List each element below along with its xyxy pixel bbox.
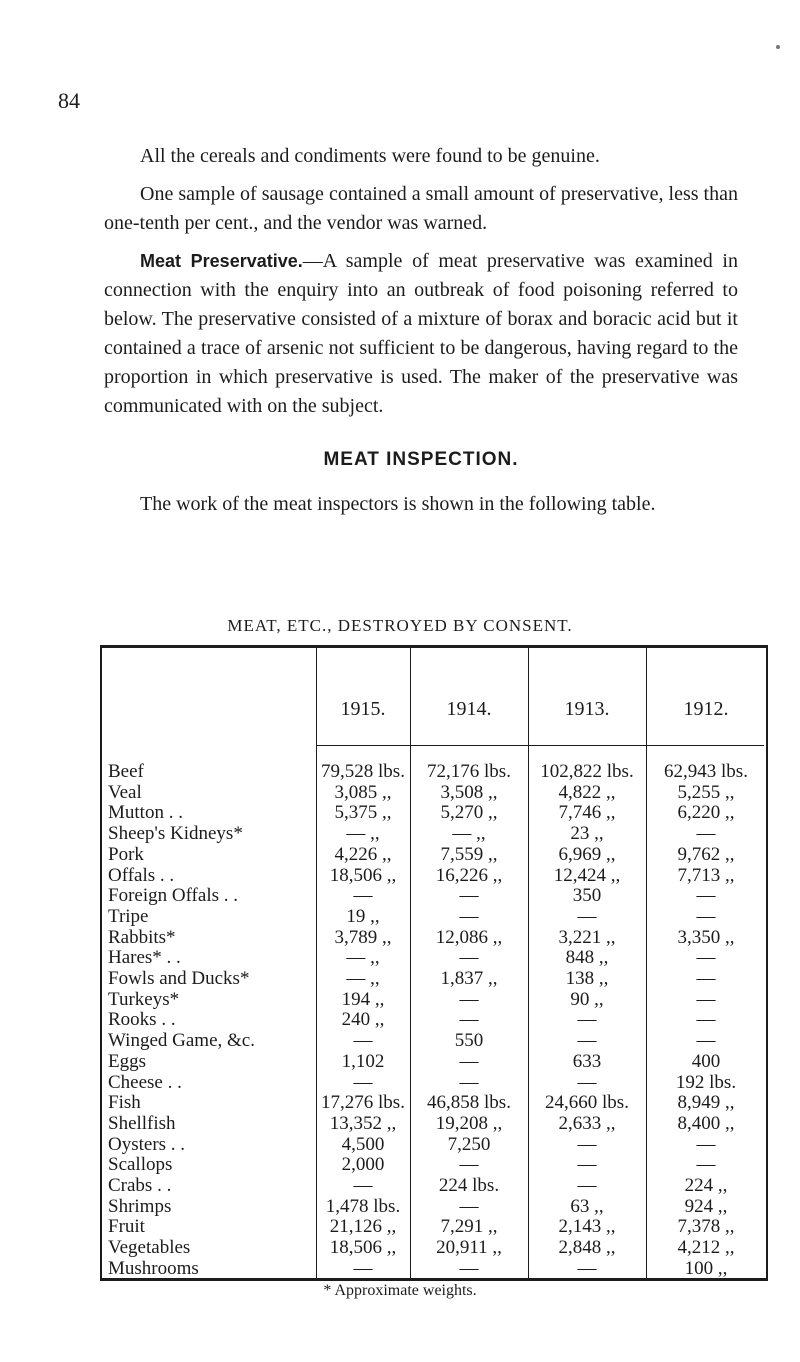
row-label: Mutton . . — [108, 802, 183, 824]
row-value-1914: 7,250 — [447, 1133, 491, 1155]
row-value-1913: 4,822 ,, — [558, 781, 616, 803]
row-label: Rabbits* — [108, 926, 176, 948]
row-label: Eggs — [108, 1050, 146, 1072]
ink-speck — [776, 45, 780, 49]
row-value-1913: 12,424 ,, — [553, 864, 621, 886]
row-value-1914: — — [459, 1050, 479, 1072]
table-row — [102, 927, 766, 949]
row-value-1913: 90 ,, — [570, 988, 604, 1010]
row-value-1915: 18,506 ,, — [329, 1237, 397, 1259]
row-value-1912: 4,212 ,, — [677, 1237, 735, 1259]
paragraph-meat-preservative-body: —A sample of meat preservative was examined in connection with the enquiry into an outbreak of food poisoning referred to below. The preservative consisted of a mixture of borax and boracic acid but it contained a trace of arsenic not sufficient to be dangerous, having regard to the proportion in which preservative is used. The maker of the preservative was communicated with on the subject. — [104, 250, 738, 417]
row-label: Crabs . . — [108, 1175, 172, 1196]
row-value-1912: 62,943 lbs. — [664, 761, 748, 782]
row-value-1912: 3,350 ,, — [677, 926, 735, 948]
row-value-1915: 17,276 lbs. — [321, 1092, 405, 1114]
table-caption: MEAT, ETC., DESTROYED BY CONSENT. — [227, 616, 573, 635]
row-value-1915: 4,500 — [341, 1133, 385, 1155]
row-value-1912: 400 — [691, 1050, 721, 1072]
row-value-1914: 7,291 ,, — [440, 1216, 498, 1238]
table-row — [102, 906, 766, 928]
table-row — [102, 1051, 766, 1073]
table-row — [102, 1113, 766, 1135]
page-number: 84 — [58, 88, 80, 113]
row-value-1912: — — [696, 885, 716, 907]
row-label: Tripe — [108, 905, 149, 927]
row-value-1912: 924 ,, — [684, 1195, 728, 1217]
row-value-1915: — — [353, 885, 373, 907]
row-value-1914: — — [459, 885, 479, 907]
row-value-1915: 3,789 ,, — [334, 926, 392, 948]
row-value-1915: 4,226 ,, — [334, 843, 392, 865]
table-header-rule-left — [316, 745, 410, 746]
row-value-1912: 7,713 ,, — [677, 864, 735, 886]
row-value-1913: 2,633 ,, — [558, 1112, 616, 1134]
row-value-1915: 79,528 lbs. — [321, 761, 405, 782]
row-value-1915: — ,, — [346, 947, 380, 969]
row-label: Winged Game, &c. — [108, 1030, 255, 1052]
row-value-1914: 7,559 ,, — [440, 843, 498, 865]
row-label: Fruit — [108, 1216, 145, 1238]
table-row — [102, 1216, 766, 1238]
row-value-1915: 2,000 — [341, 1154, 385, 1176]
column-header-1913: 1913. — [564, 698, 610, 720]
row-value-1913: 633 — [572, 1050, 602, 1072]
row-value-1915: 19 ,, — [346, 905, 380, 927]
row-value-1913: 3,221 ,, — [558, 926, 616, 948]
row-value-1915: 21,126 ,, — [329, 1216, 397, 1238]
row-value-1914: 5,270 ,, — [440, 802, 498, 824]
body-text — [104, 142, 738, 528]
row-value-1914: 224 lbs. — [438, 1175, 500, 1196]
row-value-1915: — — [353, 1257, 373, 1279]
table-row — [102, 1030, 766, 1052]
row-value-1913: 350 — [572, 885, 602, 907]
paragraph-meat-preservative — [104, 247, 738, 421]
row-value-1913: 24,660 lbs. — [545, 1092, 629, 1114]
row-value-1912: 100 ,, — [684, 1257, 728, 1279]
row-value-1912: 9,762 ,, — [677, 843, 735, 865]
row-value-1915: 5,375 ,, — [334, 802, 392, 824]
row-value-1913: 102,822 lbs. — [540, 761, 634, 782]
table-row — [102, 1196, 766, 1218]
table-row — [102, 1154, 766, 1176]
row-label: Mushrooms — [108, 1257, 199, 1279]
row-value-1914: 3,508 ,, — [440, 781, 498, 803]
row-value-1915: — — [353, 1175, 373, 1196]
row-label: Offals . . — [108, 864, 175, 886]
table-row — [102, 1175, 766, 1197]
table-row — [102, 885, 766, 907]
paragraph-sausage: One sample of sausage contained a small amount of preservative, less than one-tenth per cent., and the vendor was warned. — [104, 183, 738, 234]
row-value-1914: 19,208 ,, — [435, 1112, 503, 1134]
row-value-1913: — — [577, 1175, 597, 1196]
row-label: Fish — [108, 1092, 141, 1114]
row-label: Pork — [108, 843, 144, 865]
row-value-1914: 550 — [454, 1030, 484, 1052]
row-value-1915: 1,478 lbs. — [325, 1195, 401, 1217]
row-value-1915: — ,, — [346, 823, 380, 845]
row-label: Scallops — [108, 1154, 173, 1176]
row-value-1915: — — [353, 1071, 373, 1093]
row-label: Rooks . . — [108, 1009, 176, 1031]
column-header-1914: 1914. — [446, 698, 492, 720]
row-value-1913: — — [577, 905, 597, 927]
row-value-1914: — — [459, 1154, 479, 1176]
table-row — [102, 1258, 766, 1280]
row-value-1913: — — [577, 1154, 597, 1176]
table-footnote: * Approximate weights. — [323, 1282, 477, 1299]
section-heading: MEAT INSPECTION. — [323, 449, 519, 470]
row-value-1912: — — [696, 905, 716, 927]
row-value-1913: 7,746 ,, — [558, 802, 616, 824]
row-label: Sheep's Kidneys* — [108, 823, 243, 845]
table-row — [102, 1072, 766, 1094]
row-value-1913: — — [577, 1071, 597, 1093]
row-label: Vegetables — [108, 1237, 191, 1259]
row-value-1915: 1,102 — [341, 1050, 385, 1072]
table-row — [102, 782, 766, 804]
row-label: Shrimps — [108, 1195, 172, 1217]
row-value-1914: — — [459, 1071, 479, 1093]
row-value-1913: 23 ,, — [570, 823, 604, 845]
row-value-1912: — — [696, 988, 716, 1010]
table-row — [102, 844, 766, 866]
paragraph-cereals: All the cereals and condiments were found to be genuine. — [140, 145, 600, 167]
runin-heading-meat-preservative: Meat Preservative. — [140, 251, 303, 271]
row-label: Oysters . . — [108, 1133, 186, 1155]
row-value-1912: 6,220 ,, — [677, 802, 735, 824]
row-value-1914: — — [459, 1195, 479, 1217]
row-value-1914: 16,226 ,, — [435, 864, 503, 886]
row-value-1913: — — [577, 1030, 597, 1052]
row-value-1915: — — [353, 1030, 373, 1052]
row-value-1914: — — [459, 988, 479, 1010]
row-value-1915: 194 ,, — [341, 988, 385, 1010]
row-value-1912: 7,378 ,, — [677, 1216, 735, 1238]
row-label: Cheese . . — [108, 1071, 182, 1093]
row-label: Veal — [108, 781, 142, 803]
row-label: Shellfish — [108, 1112, 176, 1134]
row-label: Fowls and Ducks* — [108, 968, 250, 989]
row-value-1912: 8,400 ,, — [677, 1112, 735, 1134]
row-value-1914: 20,911 ,, — [436, 1237, 502, 1259]
row-value-1913: — — [577, 1257, 597, 1279]
table-row — [102, 802, 766, 824]
table-right-border — [766, 645, 768, 1281]
row-label: Foreign Offals . . — [108, 885, 238, 907]
table-row — [102, 947, 766, 969]
table-row — [102, 989, 766, 1011]
row-value-1915: 240 ,, — [341, 1009, 385, 1031]
column-header-1915: 1915. — [340, 698, 386, 720]
row-value-1914: — — [459, 905, 479, 927]
row-value-1912: — — [696, 1133, 716, 1155]
row-value-1913: 6,969 ,, — [558, 843, 616, 865]
row-value-1912: — — [696, 1154, 716, 1176]
row-value-1913: 63 ,, — [570, 1195, 604, 1217]
row-value-1913: 2,143 ,, — [558, 1216, 616, 1238]
row-value-1913: — — [577, 1009, 597, 1031]
row-value-1914: — — [459, 1009, 479, 1031]
table-row — [102, 1009, 766, 1031]
row-value-1913: — — [577, 1133, 597, 1155]
column-header-1912: 1912. — [683, 698, 729, 720]
table-header-rule — [410, 745, 764, 746]
row-value-1912: — — [696, 1009, 716, 1031]
row-value-1915: — ,, — [346, 968, 380, 989]
table-row — [102, 1092, 766, 1114]
row-label: Hares* . . — [108, 947, 181, 969]
row-value-1913: 848 ,, — [565, 947, 609, 969]
paragraph-meat-inspectors: The work of the meat inspectors is shown in the following table. — [140, 493, 656, 515]
row-value-1913: 2,848 ,, — [558, 1237, 616, 1259]
row-value-1912: — — [696, 947, 716, 969]
row-value-1912: — — [696, 968, 716, 989]
row-value-1914: 1,837 ,, — [440, 968, 498, 989]
row-label: Turkeys* — [108, 988, 180, 1010]
row-value-1914: — — [459, 947, 479, 969]
table-row — [102, 1134, 766, 1156]
row-value-1915: 13,352 ,, — [329, 1112, 397, 1134]
row-value-1912: — — [696, 1030, 716, 1052]
row-label: Beef — [108, 761, 144, 782]
row-value-1914: — — [459, 1257, 479, 1279]
table-row — [102, 823, 766, 845]
row-value-1913: 138 ,, — [565, 968, 609, 989]
row-value-1912: — — [696, 823, 716, 845]
row-value-1914: — ,, — [452, 823, 486, 845]
row-value-1915: 3,085 ,, — [334, 781, 392, 803]
row-value-1912: 192 lbs. — [675, 1071, 737, 1093]
row-value-1912: 8,949 ,, — [677, 1092, 735, 1114]
row-value-1912: 5,255 ,, — [677, 781, 735, 803]
row-value-1912: 224 ,, — [684, 1175, 728, 1196]
row-value-1914: 46,858 lbs. — [427, 1092, 511, 1114]
table-top-rule — [100, 645, 768, 648]
row-value-1915: 18,506 ,, — [329, 864, 397, 886]
table-row — [102, 1237, 766, 1259]
table-row — [102, 865, 766, 887]
table-row — [102, 761, 766, 783]
table-row — [102, 968, 766, 990]
row-value-1914: 72,176 lbs. — [427, 761, 511, 782]
row-value-1914: 12,086 ,, — [435, 926, 503, 948]
